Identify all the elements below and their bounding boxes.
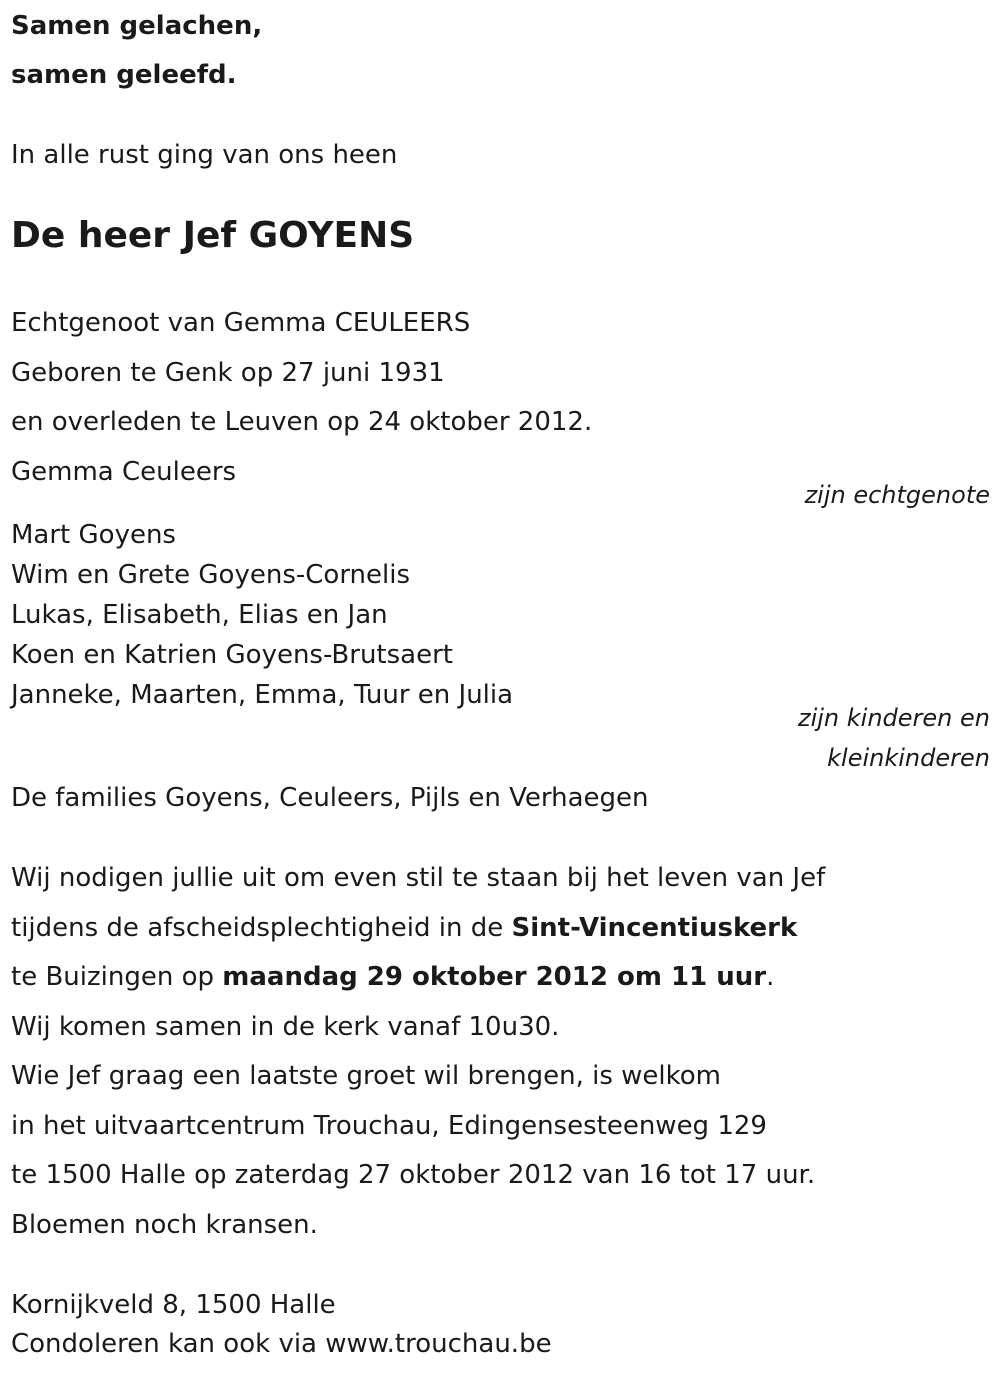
spouse-line: Echtgenoot van Gemma CEULEERS [11, 308, 471, 338]
died-line: en overleden te Leuven op 24 oktober 2012. [11, 407, 593, 437]
child-line-5: Janneke, Maarten, Emma, Tuur en Julia [11, 680, 514, 710]
invitation-line-3-text: te Buizingen op [11, 962, 223, 992]
invitation-line-7: te 1500 Halle op zaterdag 27 oktober 2012 van 16 tot 17 uur. [11, 1160, 816, 1190]
child-line-1: Mart Goyens [11, 520, 176, 550]
families-line: De families Goyens, Ceuleers, Pijls en Verhaegen [11, 783, 649, 813]
child-line-3: Lukas, Elisabeth, Elias en Jan [11, 600, 388, 630]
ceremony-datetime: maandag 29 oktober 2012 om 11 uur [222, 962, 767, 992]
motto-line-1: Samen gelachen, [11, 11, 263, 41]
contact-address: Kornijkveld 8, 1500 Halle [11, 1290, 336, 1320]
children-relation-line-2: kleinkinderen [827, 744, 990, 772]
invitation-line-8: Bloemen noch kransen. [11, 1210, 318, 1240]
church-name: Sint-Vincentiuskerk [511, 913, 798, 943]
invitation-line-2-text: tijdens de afscheidsplechtigheid in de [11, 913, 512, 943]
invitation-line-3 [11, 960, 774, 994]
invitation-line-6: in het uitvaartcentrum Trouchau, Edingensesteenweg 129 [11, 1111, 767, 1141]
condolence-line: Condoleren kan ook via www.trouchau.be [11, 1329, 552, 1359]
child-line-4: Koen en Katrien Goyens-Brutsaert [11, 640, 453, 670]
invitation-line-3-end: . [766, 962, 775, 992]
child-line-2: Wim en Grete Goyens-Cornelis [11, 560, 411, 590]
motto-line-2: samen geleefd. [11, 60, 237, 90]
invitation-line-5: Wie Jef graag een laatste groet wil brengen, is welkom [11, 1061, 721, 1091]
invitation-line-4: Wij komen samen in de kerk vanaf 10u30. [11, 1012, 560, 1042]
invitation-line-1: Wij nodigen jullie uit om even stil te staan bij het leven van Jef [11, 863, 826, 893]
deceased-name: De heer Jef GOYENS [11, 215, 415, 256]
intro-text: In alle rust ging van ons heen [11, 140, 398, 170]
spouse-name: Gemma Ceuleers [11, 457, 237, 487]
spouse-relation: zijn echtgenote [804, 481, 990, 509]
invitation-line-2 [11, 911, 797, 945]
children-relation-line-1: zijn kinderen en [798, 704, 990, 732]
born-line: Geboren te Genk op 27 juni 1931 [11, 358, 445, 388]
